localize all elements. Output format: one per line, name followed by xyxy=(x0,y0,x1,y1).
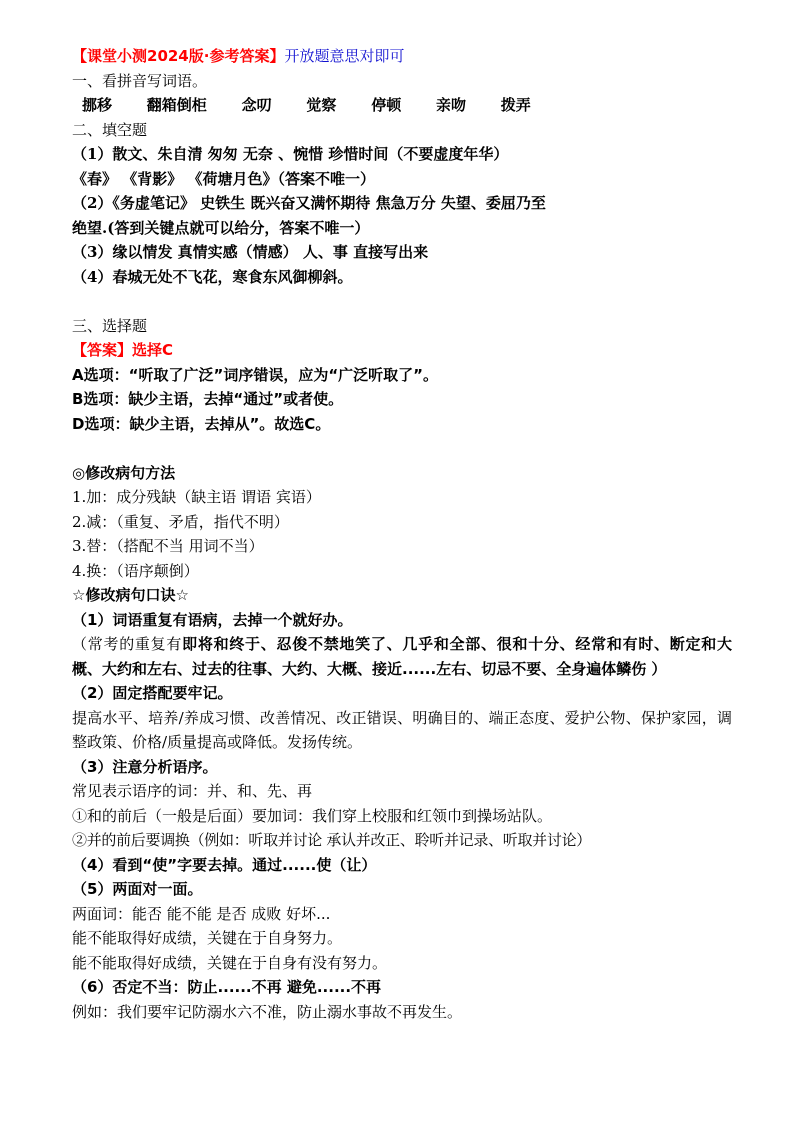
spacer xyxy=(72,436,732,461)
answer-document xyxy=(72,44,732,1024)
methods-line-2: 2.减：（重复、矛盾，指代不明） xyxy=(72,512,289,531)
methods-line-1: 1.加：成分残缺（缺主语 谓语 宾语） xyxy=(72,488,321,506)
rhyme-item1-note-rest: 即将和终于、忍俊不禁地笑了、几乎和全部、很和十分、经常和有时、断定和大概、大约和左右、过去的往事、大约、大概、接近......左右、切忌不要、全身遍体鳞伤 ） xyxy=(72,635,732,678)
rhyme-item2-title: （2）固定搭配要牢记。 xyxy=(72,684,233,702)
rhyme-item1-title: （1）词语重复有语病，去掉一个就好办。 xyxy=(72,610,353,629)
section2-line-6: （4）春城无处不飞花，寒食东风御柳斜。 xyxy=(72,267,353,286)
word-6: 亲吻 xyxy=(435,96,466,114)
rhyme-item3-line-3: ②并的前后要调换（例如：听取并讨论 承认并改正、聆听并记录、听取并讨论） xyxy=(72,831,591,849)
rhyme-item6-line: 例如：我们要牢记防溺水六不准，防止溺水事故不再发生。 xyxy=(72,1002,463,1021)
rhyme-item3-line-1: 常见表示语序的词：并、和、先、再 xyxy=(72,782,313,800)
rhyme-item5-title: （5）两面对一面。 xyxy=(72,880,203,898)
rhyme-item1-note xyxy=(72,632,732,681)
rhyme-item5-line-1: 两面词：能否 能不能 是否 成败 好坏... xyxy=(72,904,331,923)
header-note: 开放题意思对即可 xyxy=(284,47,405,65)
section2-line-2: 《春》 《背影》 《荷塘月色》（答案不唯一） xyxy=(72,169,375,188)
section2-line-5: （3）缘以情发 真情实感（情感） 人、事 直接写出来 xyxy=(72,243,429,261)
rhyme-item4-title: （4）看到“使”字要去掉。通过......使（让） xyxy=(72,855,377,874)
section3-line-b: B选项：缺少主语，去掉“通过”或者使。 xyxy=(72,390,344,408)
word-7: 拨弄 xyxy=(500,96,531,114)
word-5: 停顿 xyxy=(371,96,402,114)
methods-line-4: 4.换：（语序颠倒） xyxy=(72,561,199,580)
word-4: 觉察 xyxy=(306,96,337,114)
section3-title: 三、选择题 xyxy=(72,316,148,335)
word-2: 翻箱倒柜 xyxy=(146,96,207,114)
section3-line-d: D选项：缺少主语，去掉从”。故选C。 xyxy=(72,414,331,433)
document-header xyxy=(72,44,732,69)
section1-words xyxy=(72,93,732,118)
rhyme-item1-note-lead: （常考的重复有 xyxy=(72,635,183,653)
rhyme-item5-line-2: 能不能取得好成绩，关键在于自身努力。 xyxy=(72,929,343,947)
rhyme-item2-text: 提高水平、培养/养成习惯、改善情况、改正错误、明确目的、端正态度、爱护公物、保护家园，调整政策、价格/质量提高或降低。发扬传统。 xyxy=(72,708,732,751)
methods-line-3: 3.替：（搭配不当 用词不当） xyxy=(72,537,264,555)
section2-line-3: （2）《务虚笔记》 史铁生 既兴奋又满怀期待 焦急万分 失望、委屈乃至 xyxy=(72,194,546,212)
rhyme-item3-line-2: ①和的前后（一般是后面）要加词：我们穿上校服和红领巾到操场站队。 xyxy=(72,806,553,825)
rhyme-item5-line-3: 能不能取得好成绩，关键在于自身有没有努力。 xyxy=(72,953,388,972)
rhyme-item3-title: （3）注意分析语序。 xyxy=(72,757,218,776)
rhyme-title: ☆修改病句口诀☆ xyxy=(72,586,189,604)
word-3: 念叨 xyxy=(241,96,272,114)
section1-title: 一、看拼音写词语。 xyxy=(72,71,208,90)
section3-answer: 【答案】选择C xyxy=(72,341,174,359)
section2-line-1: （1）散文、朱自清 匆匆 无奈 、惋惜 珍惜时间（不要虚度年华） xyxy=(72,145,509,163)
rhyme-item6-title: （6）否定不当：防止......不再 避免......不再 xyxy=(72,978,382,996)
section2-line-4: 绝望.(答到关键点就可以给分，答案不唯一） xyxy=(72,218,370,237)
methods-title: ◎修改病句方法 xyxy=(72,463,176,482)
spacer xyxy=(72,289,732,314)
section3-line-a: A选项：“听取了广泛”词序错误，应为“广泛听取了”。 xyxy=(72,365,439,384)
section2-title: 二、填空题 xyxy=(72,120,148,139)
header-title: 【课堂小测2024版·参考答案】 xyxy=(72,47,285,65)
word-1: 挪移 xyxy=(82,96,113,114)
